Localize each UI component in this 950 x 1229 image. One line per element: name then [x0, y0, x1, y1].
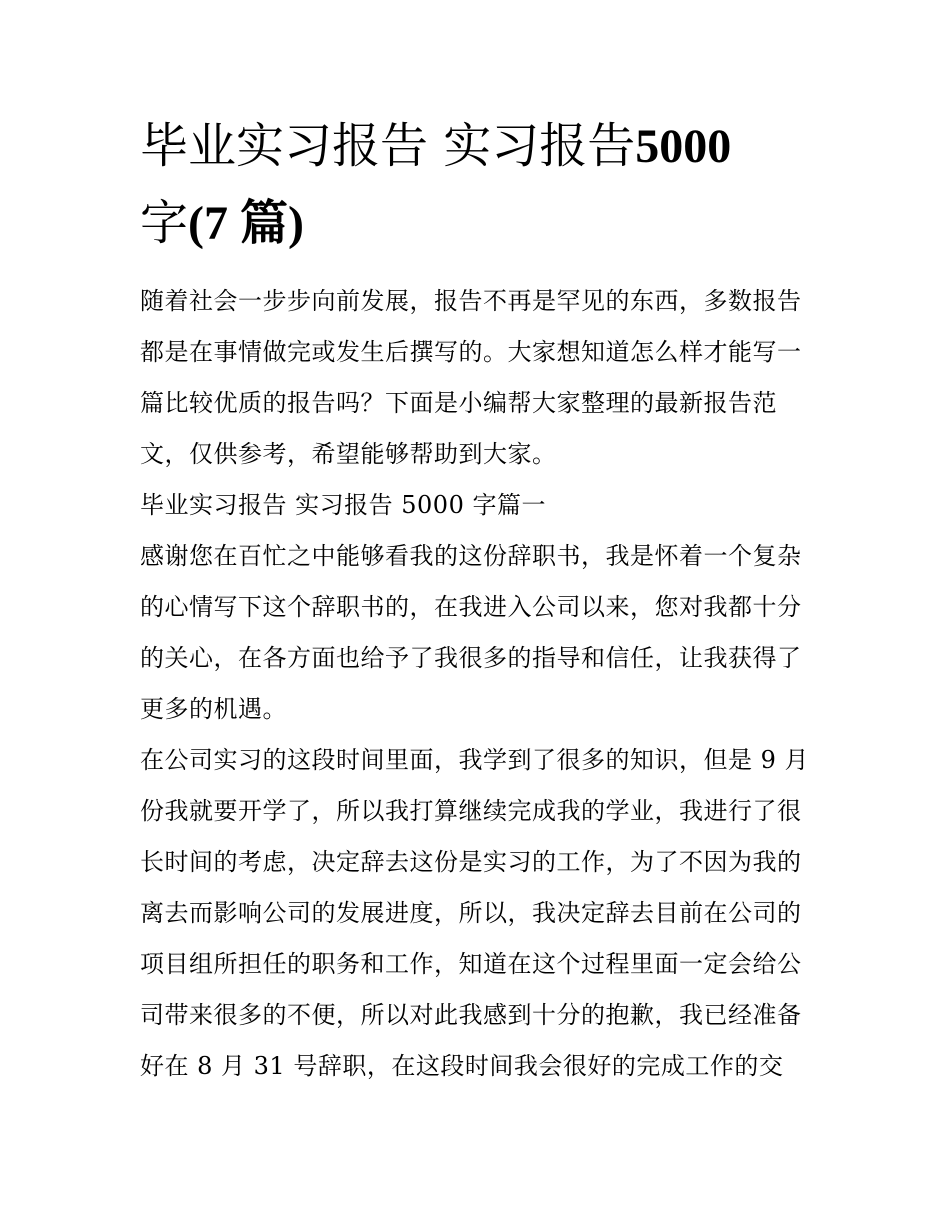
intro-paragraph: 随着社会一步步向前发展，报告不再是罕见的东西，多数报告都是在事情做完或发生后撰写的。大家想知道怎么样才能写一篇比较优质的报告吗？下面是小编帮大家整理的最新报告范文，仅供参考，希望能够帮助到大家。	[140, 287, 802, 468]
title-text-2: 字	[140, 195, 189, 251]
page-title	[140, 108, 820, 262]
document-body	[140, 276, 820, 1092]
title-suffix: 篇)	[228, 197, 304, 250]
body-paragraph: 感谢您在百忙之中能够看我的这份辞职书，我是怀着一个复杂的心情写下这个辞职书的，在我进入公司以来，您对我都十分的关心，在各方面也给予了我很多的指导和信任，让我获得了更多的机遇。	[140, 542, 802, 723]
title-number: 5000	[635, 120, 732, 173]
body-paragraph: 在公司实习的这段时间里面，我学到了很多的知识，但是 9 月份我就要开学了，所以我打算继续完成我的学业，我进行了很长时间的考虑，决定辞去这份是实习的工作，为了不因为我的离去而影响公司的发展进度，所以，我决定辞去目前在公司的项目组所担任的职务和工作，知道在这个过程里面一定会给公司带来很多的不便，所以对此我感到十分的抱歉，我已经准备好在 8 月 31 号辞职，在这段时间我会很好的完成工作的交	[140, 746, 810, 1080]
title-text-1: 毕业实习报告 实习报告	[140, 118, 636, 174]
section-heading: 毕业实习报告 实习报告 5000 字篇一	[140, 491, 546, 519]
title-count: (7	[188, 197, 228, 250]
